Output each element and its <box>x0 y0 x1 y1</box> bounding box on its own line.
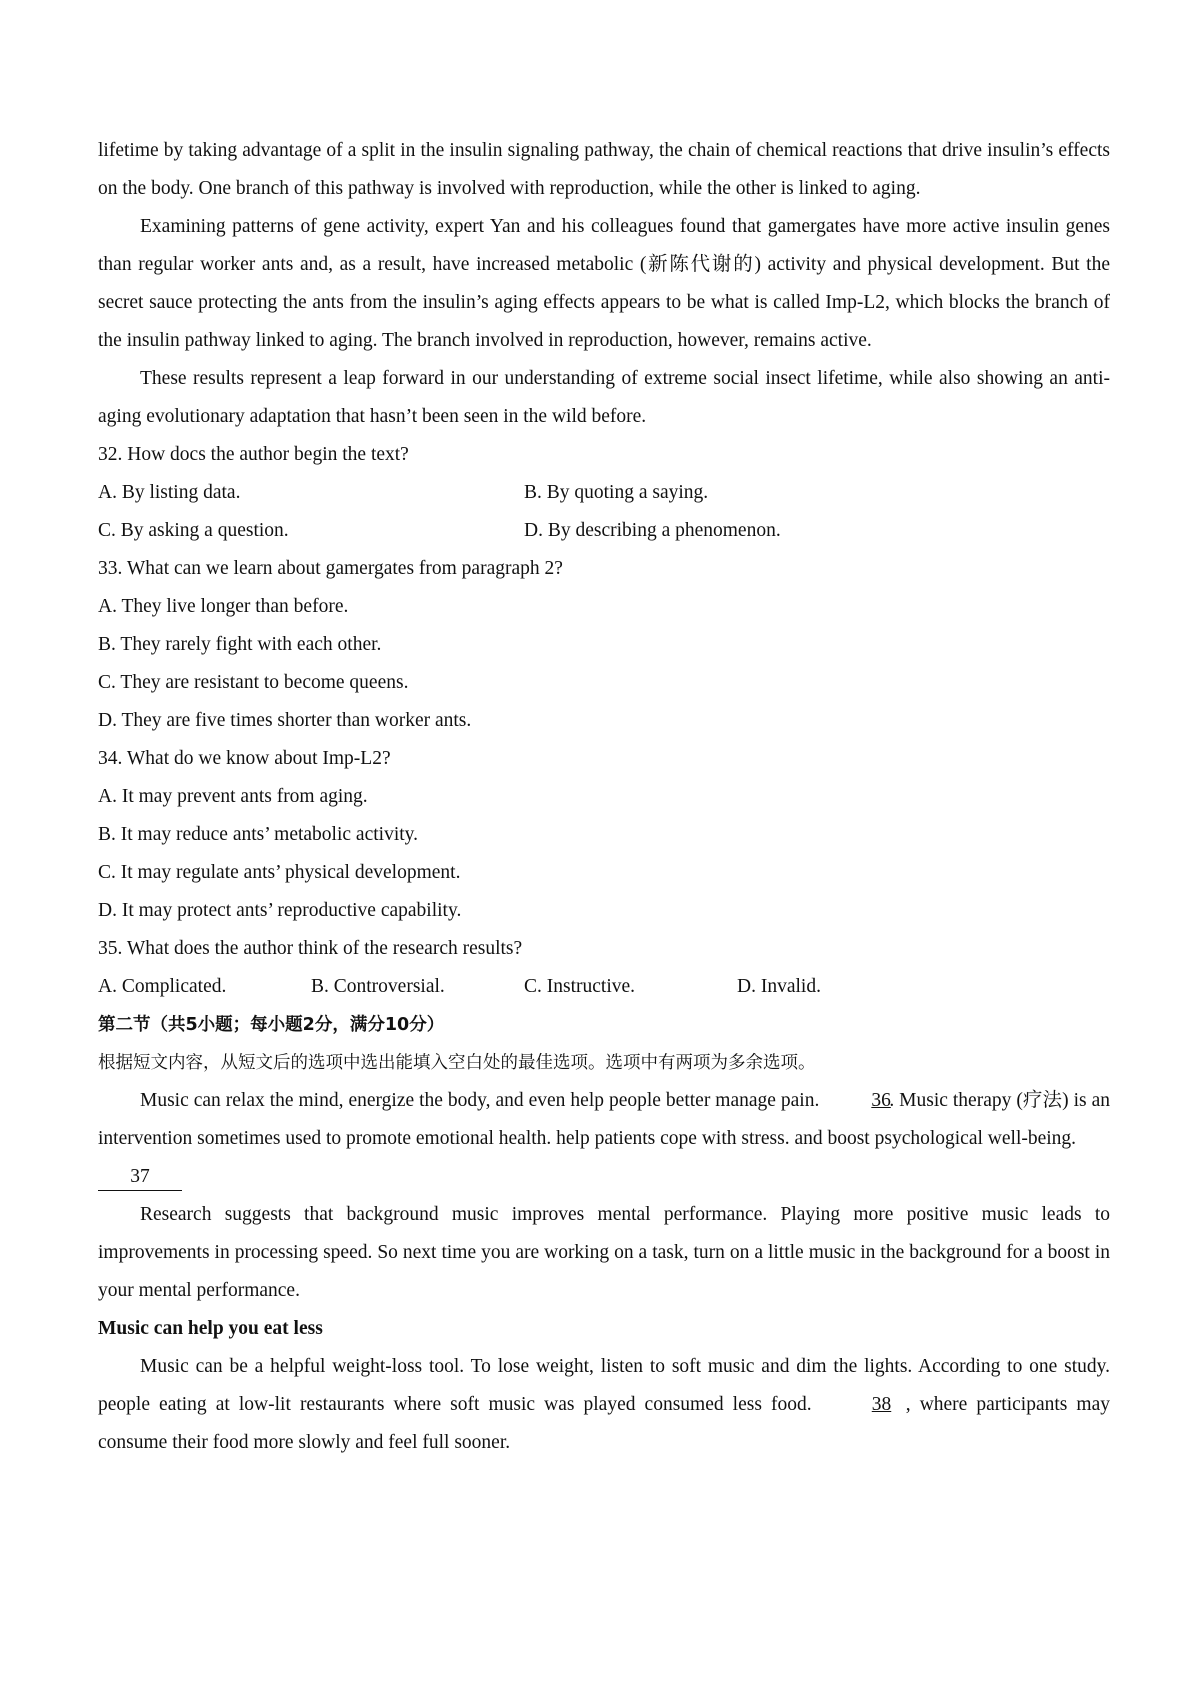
option-c: C. It may regulate ants’ physical development. <box>98 862 461 883</box>
cloze-paragraph-3 <box>98 1348 1110 1462</box>
question-32-options-row <box>98 474 1110 512</box>
section-heading: 第二节（共5小题；每小题2分，满分10分） <box>98 1015 445 1035</box>
option-a: A. They live longer than before. <box>98 596 349 617</box>
option-b: B. By quoting a saying. <box>524 482 709 503</box>
passage-paragraph: Examining patterns of gene activity, expert Yan and his colleagues found that gamergates have more active insulin genes than regular worker ants and, as a result, have increased metabolic (新陈代谢的) activity and physical development. But the secret sauce protecting the ants from the insulin’s aging effects appears to be what is called Imp-L2, which blocks the branch of the insulin pathway linked to aging. The branch involved in reproduction, however, remains active. <box>98 216 1110 351</box>
option-c: C. They are resistant to become queens. <box>98 672 409 693</box>
option-a: A. Complicated. <box>98 976 227 997</box>
paragraph-subheading: Music can help you eat less <box>98 1318 323 1339</box>
paragraph-text: . Music therapy (疗法) is an intervention sometimes used to promote emotional health. help patients cope with stress. and boost psychological well-being. <box>98 1090 1111 1149</box>
question-33-stem: 33. What can we learn about gamergates from paragraph 2? <box>98 558 563 579</box>
paragraph-text: Music can be a helpful weight-loss tool. To lose weight, listen to soft music and dim the lights. According to one study. people eating at low-lit restaurants where soft music was played consumed less food. <box>98 1356 1110 1415</box>
option-b: B. It may reduce ants’ metabolic activity. <box>98 824 419 845</box>
option-b: B. Controversial. <box>311 976 445 997</box>
question-32-stem: 32. How docs the author begin the text? <box>98 444 409 465</box>
passage-paragraph: These results represent a leap forward in our understanding of extreme social insect lifetime, while also showing an anti-aging evolutionary adaptation that hasn’t been seen in the wild before. <box>98 368 1110 427</box>
question-35-options-row <box>98 968 1110 1006</box>
blank-37-line <box>98 1158 1110 1196</box>
option-b: B. They rarely fight with each other. <box>98 634 382 655</box>
option-d: D. They are five times shorter than worker ants. <box>98 710 472 731</box>
passage-paragraph: lifetime by taking advantage of a split in the insulin signaling pathway, the chain of chemical reactions that drive insulin’s effects on the body. One branch of this pathway is involved with reproduction, while the other is linked to aging. <box>98 140 1110 199</box>
section-instruction: 根据短文内容，从短文后的选项中选出能填入空白处的最佳选项。选项中有两项为多余选项。 <box>98 1053 816 1073</box>
option-c: C. By asking a question. <box>98 520 289 541</box>
question-35-stem: 35. What does the author think of the research results? <box>98 938 523 959</box>
question-34-stem: 34. What do we know about Imp-L2? <box>98 748 391 769</box>
paragraph-text: Music can relax the mind, energize the body, and even help people better manage pain. <box>140 1090 820 1111</box>
option-a: A. By listing data. <box>98 482 241 503</box>
cloze-paragraph-2: Research suggests that background music improves mental performance. Playing more positive music leads to improvements in processing speed. So next time you are working on a task, turn on a little music in the background for a boost in your mental performance. <box>98 1204 1110 1301</box>
paragraph-text: , where participants may consume their food more slowly and feel full sooner. <box>98 1394 1110 1453</box>
question-32-options-row <box>98 512 1110 550</box>
option-a: A. It may prevent ants from aging. <box>98 786 368 807</box>
option-d: D. By describing a phenomenon. <box>524 520 781 541</box>
option-c: C. Instructive. <box>524 976 636 997</box>
cloze-paragraph-1 <box>98 1082 1110 1158</box>
option-d: D. It may protect ants’ reproductive capability. <box>98 900 462 921</box>
blank-38: 38 <box>871 1394 892 1415</box>
blank-37: 37 <box>98 1164 182 1191</box>
blank-36: 36 <box>871 1090 891 1111</box>
option-d: D. Invalid. <box>737 976 821 997</box>
document-page <box>98 132 1110 1462</box>
